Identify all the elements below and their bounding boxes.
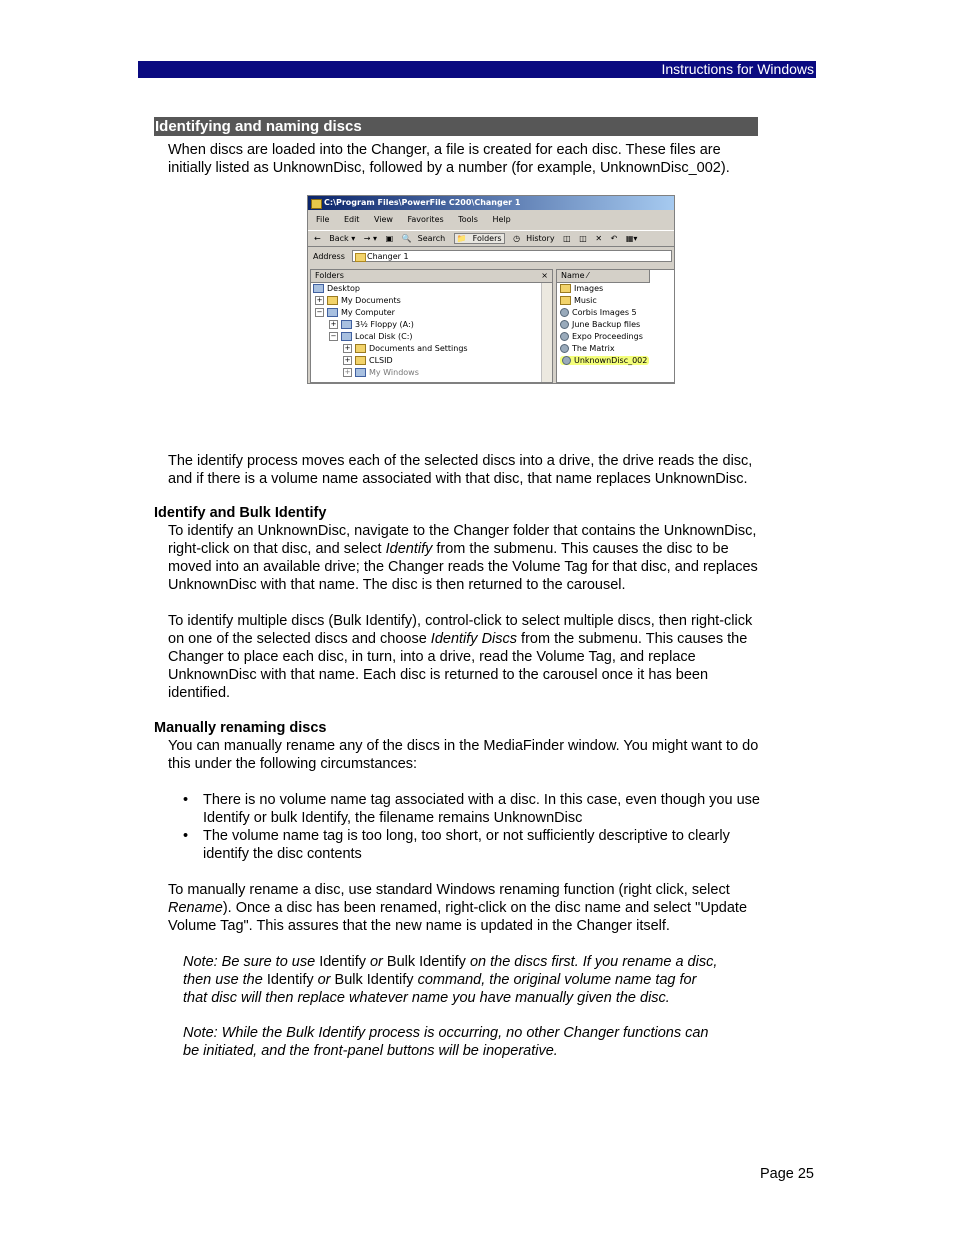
back-button[interactable]: ← Back ▾ [314,234,356,243]
text-line: Changer to place each disc, in turn, into a drive, read the Volume Tag, and replace [168,649,696,665]
text-line: that disc will then replace whatever name you have manually given the disc. [183,990,670,1006]
file-label: The Matrix [572,344,615,353]
expand-icon[interactable]: + [316,296,323,304]
identify-paragraph [168,522,758,594]
text-line: To manually rename a disc, use standard Windows renaming function (right click, select [168,882,730,898]
explorer-title: C:\Program Files\PowerFile C200\Changer 1 [324,198,521,207]
rename-instructions-paragraph [168,881,747,935]
folders-header-label: Folders [315,271,344,280]
menu-view[interactable]: View [373,215,393,224]
folder-icon [560,296,571,305]
italic-term: Rename [168,900,223,916]
intro-line: initially listed as UnknownDisc, followed by a number (for example, UnknownDisc_002). [168,160,730,176]
tree-item[interactable] [311,307,552,319]
tree-item[interactable] [311,343,552,355]
text-run: ). Once a disc has been renamed, right-click on the disc name and select "Update [222,900,748,916]
text-line: UnknownDisc with that name. Each disc is returned to the carousel once it has been [168,667,709,683]
text-run: on one of the selected discs and choose [168,631,431,647]
text-line: Note: While the Bulk Identify process is occurring, no other Changer functions can [183,1025,709,1041]
copy-to-icon[interactable]: ◫ [579,234,587,243]
text-run: Bulk Identify [334,972,414,988]
tree-item[interactable] [311,331,552,343]
text-line: identify the disc contents [203,846,362,862]
italic-term: Identify [385,541,433,557]
folder-icon [327,296,338,305]
menu-favorites[interactable]: Favorites [407,215,444,224]
text-run: right-click on that disc, and select [168,541,386,557]
expand-icon[interactable]: + [344,344,351,352]
address-bar [308,249,674,264]
text-line: identified. [168,685,231,701]
tree-item-label: My Computer [341,308,395,317]
scrollbar[interactable] [541,283,552,382]
text-run: Identify [319,954,366,970]
bullet-item [203,791,760,827]
bullet-icon: • [183,792,189,808]
text-line [168,630,752,648]
collapse-icon[interactable]: − [316,308,323,316]
text-run: Bulk Identify [386,954,466,970]
close-icon[interactable]: × [541,271,548,280]
file-label: June Backup files [572,320,641,329]
text-line: To identify an UnknownDisc, navigate to the Changer folder that contains the UnknownDisc, [168,523,757,539]
text-run: Note: Be sure to use [183,954,320,970]
search-label: Search [417,234,446,243]
text-line: You can manually rename any of the discs in the MediaFinder window. You might want to do [168,738,759,754]
disc-icon [562,356,571,365]
explorer-toolbar [308,230,674,247]
menu-file[interactable]: File [316,215,330,224]
address-field[interactable] [352,250,672,262]
text-run: from the submenu. This causes the [517,631,748,647]
menu-edit[interactable]: Edit [343,215,360,224]
file-label: Corbis Images 5 [572,308,637,317]
folders-button[interactable]: 📁 Folders [454,233,505,244]
folders-pane [310,269,553,383]
tree-item-label: Local Disk (C:) [355,332,413,341]
disc-icon [560,332,569,341]
text-line: be initiated, and the front-panel buttons will be inoperative. [183,1043,558,1059]
folder-icon [355,344,366,353]
file-item[interactable] [557,307,675,319]
disc-icon [560,344,569,353]
tree-item[interactable] [311,355,552,367]
expand-icon[interactable]: + [344,356,351,364]
disc-icon [560,320,569,329]
identify-heading: Identify and Bulk Identify [154,505,327,521]
search-button[interactable]: 🔍 Search [401,234,446,243]
text-line: Identify or bulk Identify, the filename remains UnknownDisc [203,810,583,826]
file-item-highlighted[interactable] [557,355,675,367]
views-icon[interactable]: ▦▾ [625,234,638,243]
folders-label: Folders [472,234,502,243]
files-pane [556,269,675,383]
tree-item-label: My Documents [341,296,401,305]
text-line: The volume name tag is too long, too short, or not sufficiently descriptive to clearly [203,828,730,844]
file-item[interactable] [557,331,675,343]
italic-term: Identify Discs [430,631,518,647]
disc-icon [560,308,569,317]
history-button[interactable]: ◷ History [513,234,555,243]
text-run: then use the [183,972,267,988]
file-item[interactable] [557,343,675,355]
address-label: Address [313,252,345,261]
menu-tools[interactable]: Tools [458,215,478,224]
identify-process-paragraph [168,452,752,488]
up-folder-icon[interactable]: ▣ [385,234,394,243]
text-line [168,899,747,917]
text-line [183,971,717,989]
text-line: this under the following circumstances: [168,756,418,772]
header-bar [138,61,816,78]
text-run: Identify [266,972,314,988]
bulk-identify-paragraph [168,612,752,702]
explorer-menubar [308,213,515,226]
file-item[interactable] [557,283,675,295]
folder-icon [355,253,366,262]
file-label: Expo Proceedings [572,332,643,341]
text-line: To identify multiple discs (Bulk Identify), control-click to select multiple discs, then right-click [168,613,753,629]
folder-icon [355,356,366,365]
page-number: Page 25 [759,1166,814,1182]
text-line [168,540,758,558]
text-line: The identify process moves each of the selected discs into a drive, the drive reads the disc, [168,453,753,469]
file-label: Music [574,296,597,305]
text-line: Volume Tag". This assures that the new name is updated in the Changer itself. [168,918,670,934]
folder-icon [311,199,322,209]
bullet-item [203,827,730,863]
computer-icon [327,308,338,317]
tree-item[interactable] [311,295,552,307]
note-paragraph [183,953,717,1007]
text-line: moved into an available drive; the Changer reads the Volume Tag for that disc, and replaces [168,559,758,575]
forward-button[interactable]: → ▾ [363,234,378,243]
delete-icon[interactable]: ✕ [595,234,603,243]
explorer-screenshot [307,195,675,384]
file-item[interactable] [557,295,675,307]
tree-item-label: Desktop [327,284,360,293]
expand-icon[interactable]: + [330,320,337,328]
file-item[interactable] [557,319,675,331]
name-header-label: Name [561,271,585,280]
back-label: Back [329,234,349,243]
intro-line: When discs are loaded into the Changer, a file is created for each disc. These files are [168,142,721,158]
note-paragraph [183,1024,709,1060]
text-run: or [313,972,335,988]
folder-icon [355,368,366,377]
drive-icon [341,332,352,341]
name-column-header[interactable]: Name ⁄ [557,270,650,283]
tree-item-label: Documents and Settings [369,344,468,353]
folder-icon [560,284,571,293]
text-run: on the discs first. If you rename a disc, [465,954,718,970]
desktop-icon [313,284,324,293]
tree-item[interactable] [311,319,552,331]
file-label: Images [574,284,604,293]
rename-paragraph [168,737,758,773]
header-title: Instructions for Windows [661,61,814,77]
tree-item[interactable] [311,283,552,295]
rename-heading: Manually renaming discs [154,720,327,736]
text-line [183,953,717,971]
section-title: Identifying and naming discs [154,117,758,136]
floppy-icon [341,320,352,329]
tree-item-label: 3½ Floppy (A:) [355,320,414,329]
explorer-titlebar [308,196,674,210]
text-line: UnknownDisc with that name. The disc is then returned to the carousel. [168,577,626,593]
expand-icon[interactable]: + [344,368,351,376]
move-to-icon[interactable]: ◫ [563,234,571,243]
text-run: from the submenu. This causes the disc to be [432,541,729,557]
history-label: History [526,234,555,243]
undo-icon[interactable]: ↶ [610,234,618,243]
folders-pane-header [311,270,552,283]
tree-item-label: My Windows [369,368,419,377]
tree-item[interactable] [311,367,552,379]
text-line: There is no volume name tag associated with a disc. In this case, even though you use [203,792,760,808]
menu-help[interactable]: Help [492,215,511,224]
text-line: and if there is a volume name associated with that disc, that name replaces UnknownDisc. [168,471,748,487]
text-run: or [365,954,387,970]
text-run: command, the original volume name tag for [413,972,697,988]
file-label: UnknownDisc_002 [574,356,648,365]
bullet-icon: • [183,828,189,844]
address-value: Changer 1 [367,252,409,261]
intro-paragraph [168,141,730,177]
collapse-icon[interactable]: − [330,332,337,340]
tree-item-label: CLSID [369,356,393,365]
